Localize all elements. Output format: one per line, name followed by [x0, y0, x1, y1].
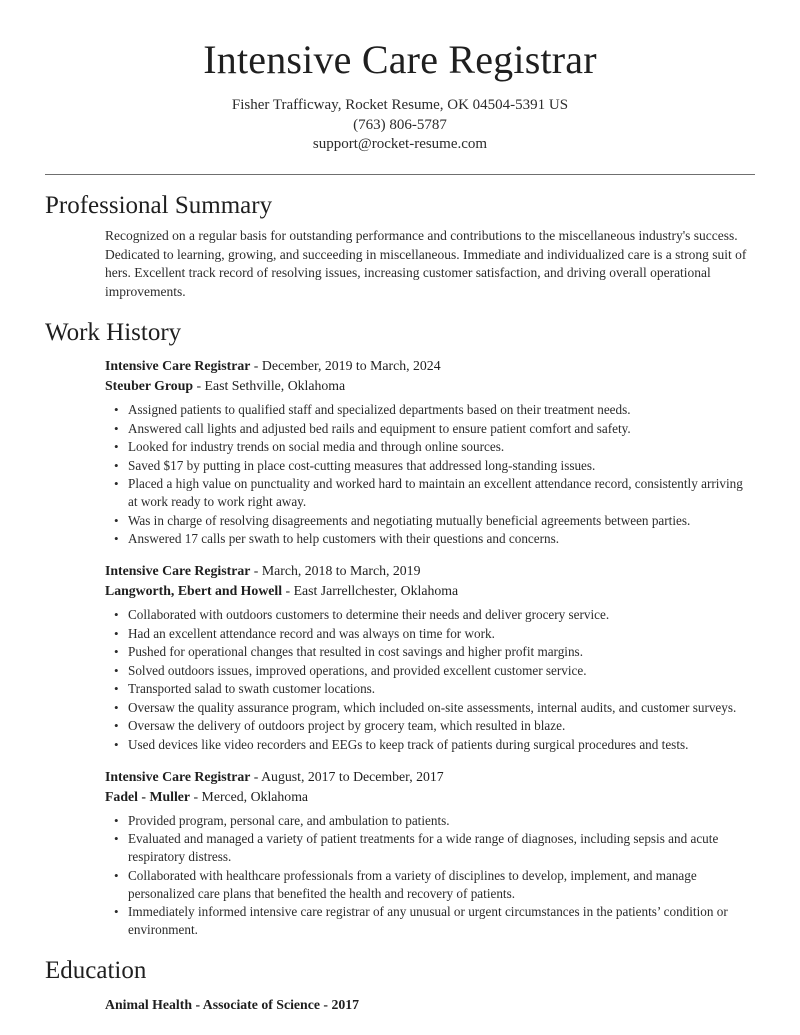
job-location: - Merced, Oklahoma — [190, 788, 309, 804]
bullet-text: Oversaw the delivery of outdoors project by grocery team, which resulted in blaze. — [128, 718, 566, 734]
bullet-icon: • — [114, 831, 119, 847]
section-professional-summary — [0, 175, 800, 302]
bullet-icon: • — [114, 476, 119, 492]
list-item — [105, 512, 755, 530]
contact-phone: (763) 806-5787 — [353, 116, 447, 133]
education-body — [45, 995, 755, 1015]
bullet-icon: • — [114, 681, 119, 697]
bullet-text: Assigned patients to qualified staff and specialized departments based on their treatment needs. — [128, 402, 631, 418]
bullet-text: Evaluated and managed a variety of patient treatments for a wide range of diagnoses, including sepsis and acute respiratory distress. — [128, 831, 719, 865]
list-item — [105, 736, 755, 754]
bullet-icon: • — [114, 644, 119, 660]
bullet-icon: • — [114, 607, 119, 623]
job-title-line — [105, 356, 755, 376]
list-item — [105, 812, 755, 830]
job-title: Intensive Care Registrar — [105, 563, 251, 579]
job-title-line — [105, 561, 755, 581]
bullet-text: Was in charge of resolving disagreements and negotiating mutually beneficial agreements between parties. — [128, 512, 691, 528]
job-company: Fadel - Muller — [105, 788, 191, 804]
bullet-text: Had an excellent attendance record and was always on time for work. — [128, 625, 495, 641]
section-heading-summary: Professional Summary — [45, 191, 273, 219]
list-item — [105, 717, 755, 735]
bullet-text: Answered call lights and adjusted bed rails and equipment to ensure patient comfort and safety. — [128, 420, 631, 436]
job-bullet-list — [105, 606, 755, 754]
bullet-text: Oversaw the quality assurance program, which included on-site assessments, internal audits, and customer surveys. — [128, 699, 737, 715]
list-item — [105, 625, 755, 643]
list-item — [105, 438, 755, 456]
summary-body — [45, 227, 755, 301]
job-dates: - August, 2017 to December, 2017 — [250, 768, 444, 784]
section-education — [0, 940, 800, 1015]
bullet-icon: • — [114, 402, 119, 418]
bullet-text: Collaborated with healthcare professionals from a variety of disciplines to develop, implement, and manage personalized care plans that benefited the health and recovery of patients. — [128, 867, 697, 901]
job-title-line — [105, 767, 755, 787]
bullet-text: Immediately informed intensive care registrar of any unusual or urgent circumstances in the patients’ condition or environment. — [128, 904, 728, 938]
contact-block — [0, 96, 800, 155]
bullet-icon: • — [114, 812, 119, 828]
list-item — [105, 662, 755, 680]
bullet-text: Used devices like video recorders and EEGs to keep track of patients during surgical procedures and tests. — [128, 736, 689, 752]
contact-email: support@rocket-resume.com — [312, 136, 488, 152]
job-company-line — [105, 787, 755, 807]
bullet-icon: • — [114, 904, 119, 920]
job-dates: - December, 2019 to March, 2024 — [250, 358, 441, 374]
work-entry — [105, 561, 755, 754]
list-item — [105, 867, 755, 903]
list-item — [105, 401, 755, 419]
list-item — [105, 606, 755, 624]
job-location: - East Jarrellchester, Oklahoma — [282, 583, 459, 599]
job-location: - East Sethville, Oklahoma — [193, 378, 346, 394]
job-bullet-list — [105, 401, 755, 548]
bullet-text: Pushed for operational changes that resulted in cost savings and higher profit margins. — [128, 644, 583, 660]
list-item — [105, 830, 755, 866]
job-company-line — [105, 376, 755, 396]
bullet-icon: • — [114, 439, 119, 455]
list-item — [105, 643, 755, 661]
list-item — [105, 475, 755, 511]
bullet-icon: • — [114, 531, 119, 547]
summary-text: Recognized on a regular basis for outstanding performance and contributions to the miscellaneous industry's success. Dedicated to learning, growing, and succeeding in miscellaneous. Immediate and individualized care is a strong suit of hers. Excellent track record of resolving issues, increasing customer satisfaction, and driving overall operational improvements. — [105, 228, 747, 300]
bullet-icon: • — [114, 420, 119, 436]
list-item — [105, 457, 755, 475]
bullet-icon: • — [114, 718, 119, 734]
work-entry — [105, 356, 755, 548]
bullet-icon: • — [114, 662, 119, 678]
job-dates: - March, 2018 to March, 2019 — [250, 563, 421, 579]
education-entry: Animal Health - Associate of Science - 2017 — [105, 996, 360, 1012]
contact-address: Fisher Trafficway, Rocket Resume, OK 04504-5391 US — [231, 97, 569, 113]
list-item — [105, 530, 755, 548]
bullet-icon: • — [114, 867, 119, 883]
bullet-text: Transported salad to swath customer locations. — [128, 681, 376, 697]
bullet-text: Solved outdoors issues, improved operations, and provided excellent customer service. — [128, 662, 587, 678]
job-title: Intensive Care Registrar — [105, 768, 251, 784]
section-heading-education: Education — [45, 956, 147, 984]
bullet-icon: • — [114, 736, 119, 752]
bullet-text: Collaborated with outdoors customers to determine their needs and deliver grocery service. — [128, 607, 610, 623]
bullet-text: Answered 17 calls per swath to help customers with their questions and concerns. — [128, 531, 560, 547]
job-bullet-list — [105, 812, 755, 940]
bullet-text: Provided program, personal care, and ambulation to patients. — [128, 812, 450, 828]
job-title: Intensive Care Registrar — [105, 358, 251, 374]
job-company: Steuber Group — [105, 378, 194, 394]
list-item — [105, 903, 755, 939]
job-company: Langworth, Ebert and Howell — [105, 583, 283, 599]
bullet-icon: • — [114, 512, 119, 528]
page-title: Intensive Care Registrar — [203, 37, 597, 82]
bullet-icon: • — [114, 457, 119, 473]
list-item — [105, 420, 755, 438]
bullet-icon: • — [114, 625, 119, 641]
list-item — [105, 680, 755, 698]
work-history-body — [45, 356, 755, 939]
bullet-text: Placed a high value on punctuality and worked hard to maintain an excellent attendance record, consistently arriving at work ready to work right away. — [128, 476, 743, 510]
bullet-text: Saved $17 by putting in place cost-cutting measures that addressed long-standing issues. — [128, 457, 596, 473]
section-work-history — [0, 302, 800, 940]
job-company-line — [105, 581, 755, 601]
list-item — [105, 699, 755, 717]
bullet-icon: • — [114, 699, 119, 715]
work-entry — [105, 767, 755, 940]
bullet-text: Looked for industry trends on social media and through online sources. — [128, 439, 505, 455]
section-heading-work-history: Work History — [45, 318, 182, 346]
